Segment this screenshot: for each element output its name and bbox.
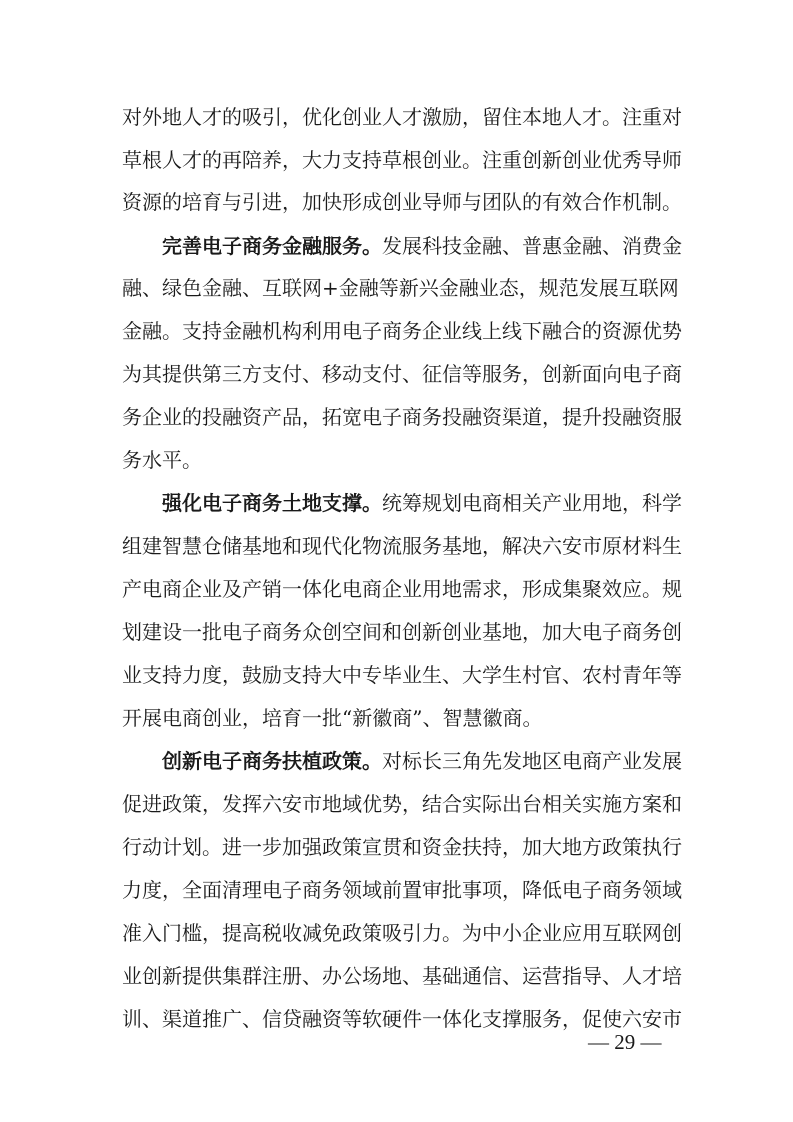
paragraph-3-line-0 — [162, 741, 682, 781]
paragraph-1-text: 发展科技金融、普惠金融、消费金 — [382, 234, 682, 258]
paragraph-1-line-1: 融、绿色金融、互联网+金融等新兴金融业态，规范发展互联网 — [122, 276, 679, 300]
paragraph-3-line-5: 业创新提供集群注册、办公场地、基础通信、运营指导、人才培 — [122, 964, 682, 988]
paragraph-3-heading: 创新电子商务扶植政策。 — [162, 749, 382, 773]
paragraph-2-line-0 — [162, 483, 682, 523]
paragraph-2-line-1: 组建智慧仓储基地和现代化物流服务基地，解决六安市原材料生 — [122, 534, 682, 558]
paragraph-2-line-4: 业支持力度，鼓励支持大中专毕业生、大学生村官、农村青年等 — [122, 663, 682, 687]
paragraph-0-line-0: 对外地人才的吸引，优化创业人才激励，留住本地人才。注重对 — [122, 105, 682, 129]
paragraph-3-line-3: 力度，全面清理电子商务领域前置审批事项，降低电子商务领域 — [122, 878, 682, 902]
paragraph-1-line-3: 为其提供第三方支付、移动支付、征信等服务，创新面向电子商 — [122, 362, 682, 386]
paragraph-3-line-1: 促进政策，发挥六安市地域优势，结合实际出台相关实施方案和 — [122, 792, 682, 816]
paragraph-1-line-5: 务水平。 — [122, 448, 202, 472]
paragraph-2-heading: 强化电子商务土地支撑。 — [162, 491, 382, 515]
paragraph-2-line-2: 产电商企业及产销一体化电商企业用地需求，形成集聚效应。规 — [122, 577, 682, 601]
paragraph-2-text: 统筹规划电商相关产业用地，科学 — [382, 491, 682, 515]
paragraph-1-heading: 完善电子商务金融服务。 — [162, 234, 382, 258]
paragraph-3-text: 对标长三角先发地区电商产业发展 — [382, 749, 682, 773]
paragraph-1-line-0 — [162, 226, 682, 266]
paragraph-0-line-2: 资源的培育与引进，加快形成创业导师与团队的有效合作机制。 — [122, 190, 682, 214]
paragraph-3-line-6: 训、渠道推广、信贷融资等软硬件一体化支撑服务，促使六安市 — [122, 1007, 682, 1031]
paragraph-2-line-3: 划建设一批电子商务众创空间和创新创业基地，加大电子商务创 — [122, 620, 682, 644]
paragraph-0-line-1: 草根人才的再陪养，大力支持草根创业。注重创新创业优秀导师 — [122, 148, 682, 172]
paragraph-2-line-5: 开展电商创业，培育一批“新徽商”、智慧徽商。 — [122, 706, 543, 730]
page-number: — 29 — — [588, 1030, 662, 1054]
paragraph-1-line-2: 金融。支持金融机构利用电子商务企业线上线下融合的资源优势 — [122, 319, 682, 343]
paragraph-3-line-2: 行动计划。进一步加强政策宣贯和资金扶持，加大地方政策执行 — [122, 835, 682, 859]
paragraph-1-line-4: 务企业的投融资产品，拓宽电子商务投融资渠道，提升投融资服 — [122, 405, 682, 429]
paragraph-3-line-4: 准入门槛，提高税收减免政策吸引力。为中小企业应用互联网创 — [122, 921, 682, 945]
